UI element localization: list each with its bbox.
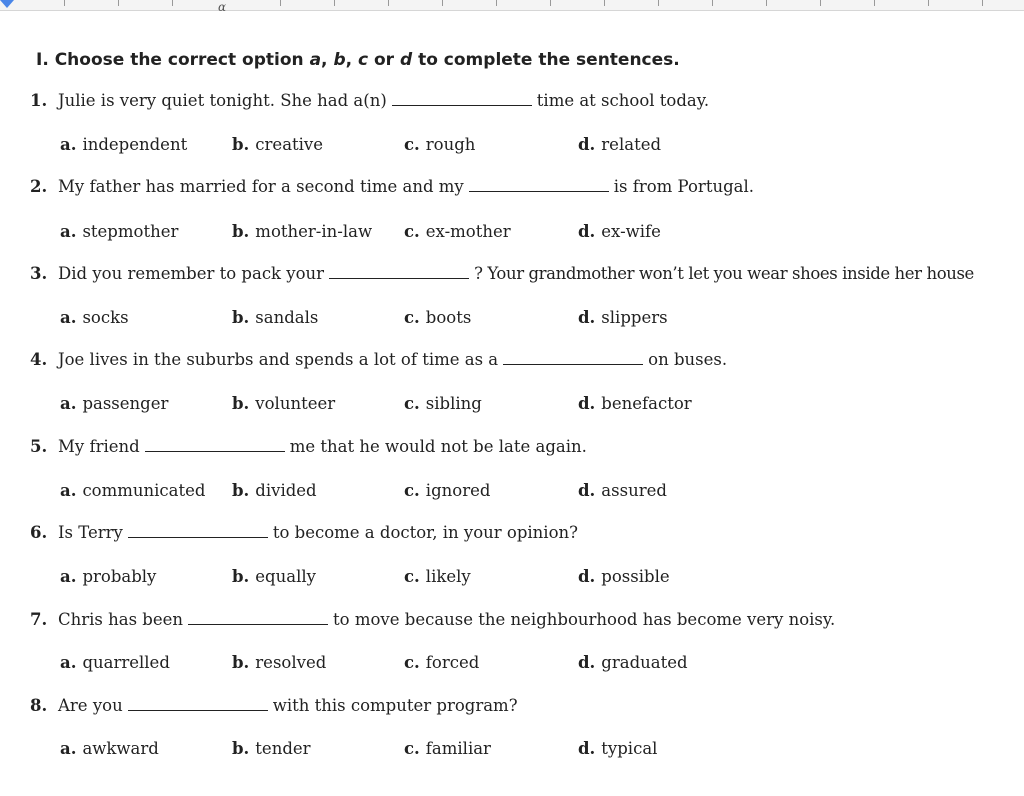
option-2b[interactable]: b. mother-in-law xyxy=(232,222,373,241)
option-7c[interactable]: c. forced xyxy=(404,653,480,672)
option-7b[interactable]: b. resolved xyxy=(232,653,327,672)
answer-blank[interactable] xyxy=(503,363,643,365)
option-5c[interactable]: c. ignored xyxy=(404,481,491,500)
answer-blank[interactable] xyxy=(128,536,268,538)
ruler-tick xyxy=(280,0,281,6)
option-5d[interactable]: d. assured xyxy=(578,481,667,500)
option-1d[interactable]: d. related xyxy=(578,135,662,154)
question-4: 4. Joe lives in the suburbs and spends a lot of time as a on buses. xyxy=(30,350,728,369)
option-1c[interactable]: c. rough xyxy=(404,135,476,154)
option-5a[interactable]: a. communicated xyxy=(60,481,206,500)
option-8d[interactable]: d. typical xyxy=(578,739,658,758)
option-1a[interactable]: a. independent xyxy=(60,135,188,154)
ruler[interactable] xyxy=(0,0,1024,14)
question-2: 2. My father has married for a second time and my is from Portugal. xyxy=(30,177,754,196)
answer-blank[interactable] xyxy=(128,709,268,711)
answer-blank[interactable] xyxy=(188,623,328,625)
option-2c[interactable]: c. ex-mother xyxy=(404,222,511,241)
option-6c[interactable]: c. likely xyxy=(404,567,471,586)
answer-blank[interactable] xyxy=(329,277,469,279)
ruler-tick xyxy=(766,0,767,6)
option-1b[interactable]: b. creative xyxy=(232,135,324,154)
option-2a[interactable]: a. stepmother xyxy=(60,222,179,241)
ruler-tick xyxy=(712,0,713,6)
ruler-tick xyxy=(496,0,497,6)
option-8c[interactable]: c. familiar xyxy=(404,739,491,758)
question-5: 5. My friend me that he would not be late again. xyxy=(30,437,587,456)
answer-blank[interactable] xyxy=(469,190,609,192)
ruler-tick xyxy=(928,0,929,6)
option-2d[interactable]: d. ex-wife xyxy=(578,222,661,241)
option-4b[interactable]: b. volunteer xyxy=(232,394,336,413)
option-8a[interactable]: a. awkward xyxy=(60,739,159,758)
option-4a[interactable]: a. passenger xyxy=(60,394,169,413)
ruler-tick xyxy=(874,0,875,6)
ruler-tick xyxy=(388,0,389,6)
option-6a[interactable]: a. probably xyxy=(60,567,157,586)
question-3: 3. Did you remember to pack your ? Your grandmother won’t let you wear shoes inside her house xyxy=(30,264,974,283)
ruler-tick xyxy=(982,0,983,6)
question-1: 1. Julie is very quiet tonight. She had a(n) time at school today. xyxy=(30,91,710,110)
option-3d[interactable]: d. slippers xyxy=(578,308,668,327)
question-7: 7. Chris has been to move because the neighbourhood has become very noisy. xyxy=(30,610,836,629)
option-8b[interactable]: b. tender xyxy=(232,739,311,758)
ruler-tick xyxy=(118,0,119,6)
ruler-tab-stop-icon[interactable]: ɑ xyxy=(218,0,227,14)
option-3b[interactable]: b. sandals xyxy=(232,308,319,327)
option-5b[interactable]: b. divided xyxy=(232,481,317,500)
option-6d[interactable]: d. possible xyxy=(578,567,670,586)
option-7d[interactable]: d. graduated xyxy=(578,653,688,672)
ruler-tick xyxy=(172,0,173,6)
question-8: 8. Are you with this computer program? xyxy=(30,696,518,715)
option-6b[interactable]: b. equally xyxy=(232,567,316,586)
ruler-tick xyxy=(64,0,65,6)
ruler-tick xyxy=(820,0,821,6)
question-6: 6. Is Terry to become a doctor, in your opinion? xyxy=(30,523,578,542)
ruler-tick xyxy=(658,0,659,6)
option-4c[interactable]: c. sibling xyxy=(404,394,482,413)
indent-marker-icon[interactable] xyxy=(0,0,14,8)
exercise-title: I. Choose the correct option a, b, c or d to complete the sentences. xyxy=(36,50,680,70)
option-3c[interactable]: c. boots xyxy=(404,308,472,327)
option-3a[interactable]: a. socks xyxy=(60,308,129,327)
option-4d[interactable]: d. benefactor xyxy=(578,394,692,413)
answer-blank[interactable] xyxy=(145,450,285,452)
answer-blank[interactable] xyxy=(392,104,532,106)
ruler-tick xyxy=(442,0,443,6)
ruler-tick xyxy=(604,0,605,6)
ruler-tick xyxy=(334,0,335,6)
ruler-tick xyxy=(550,0,551,6)
option-7a[interactable]: a. quarrelled xyxy=(60,653,170,672)
